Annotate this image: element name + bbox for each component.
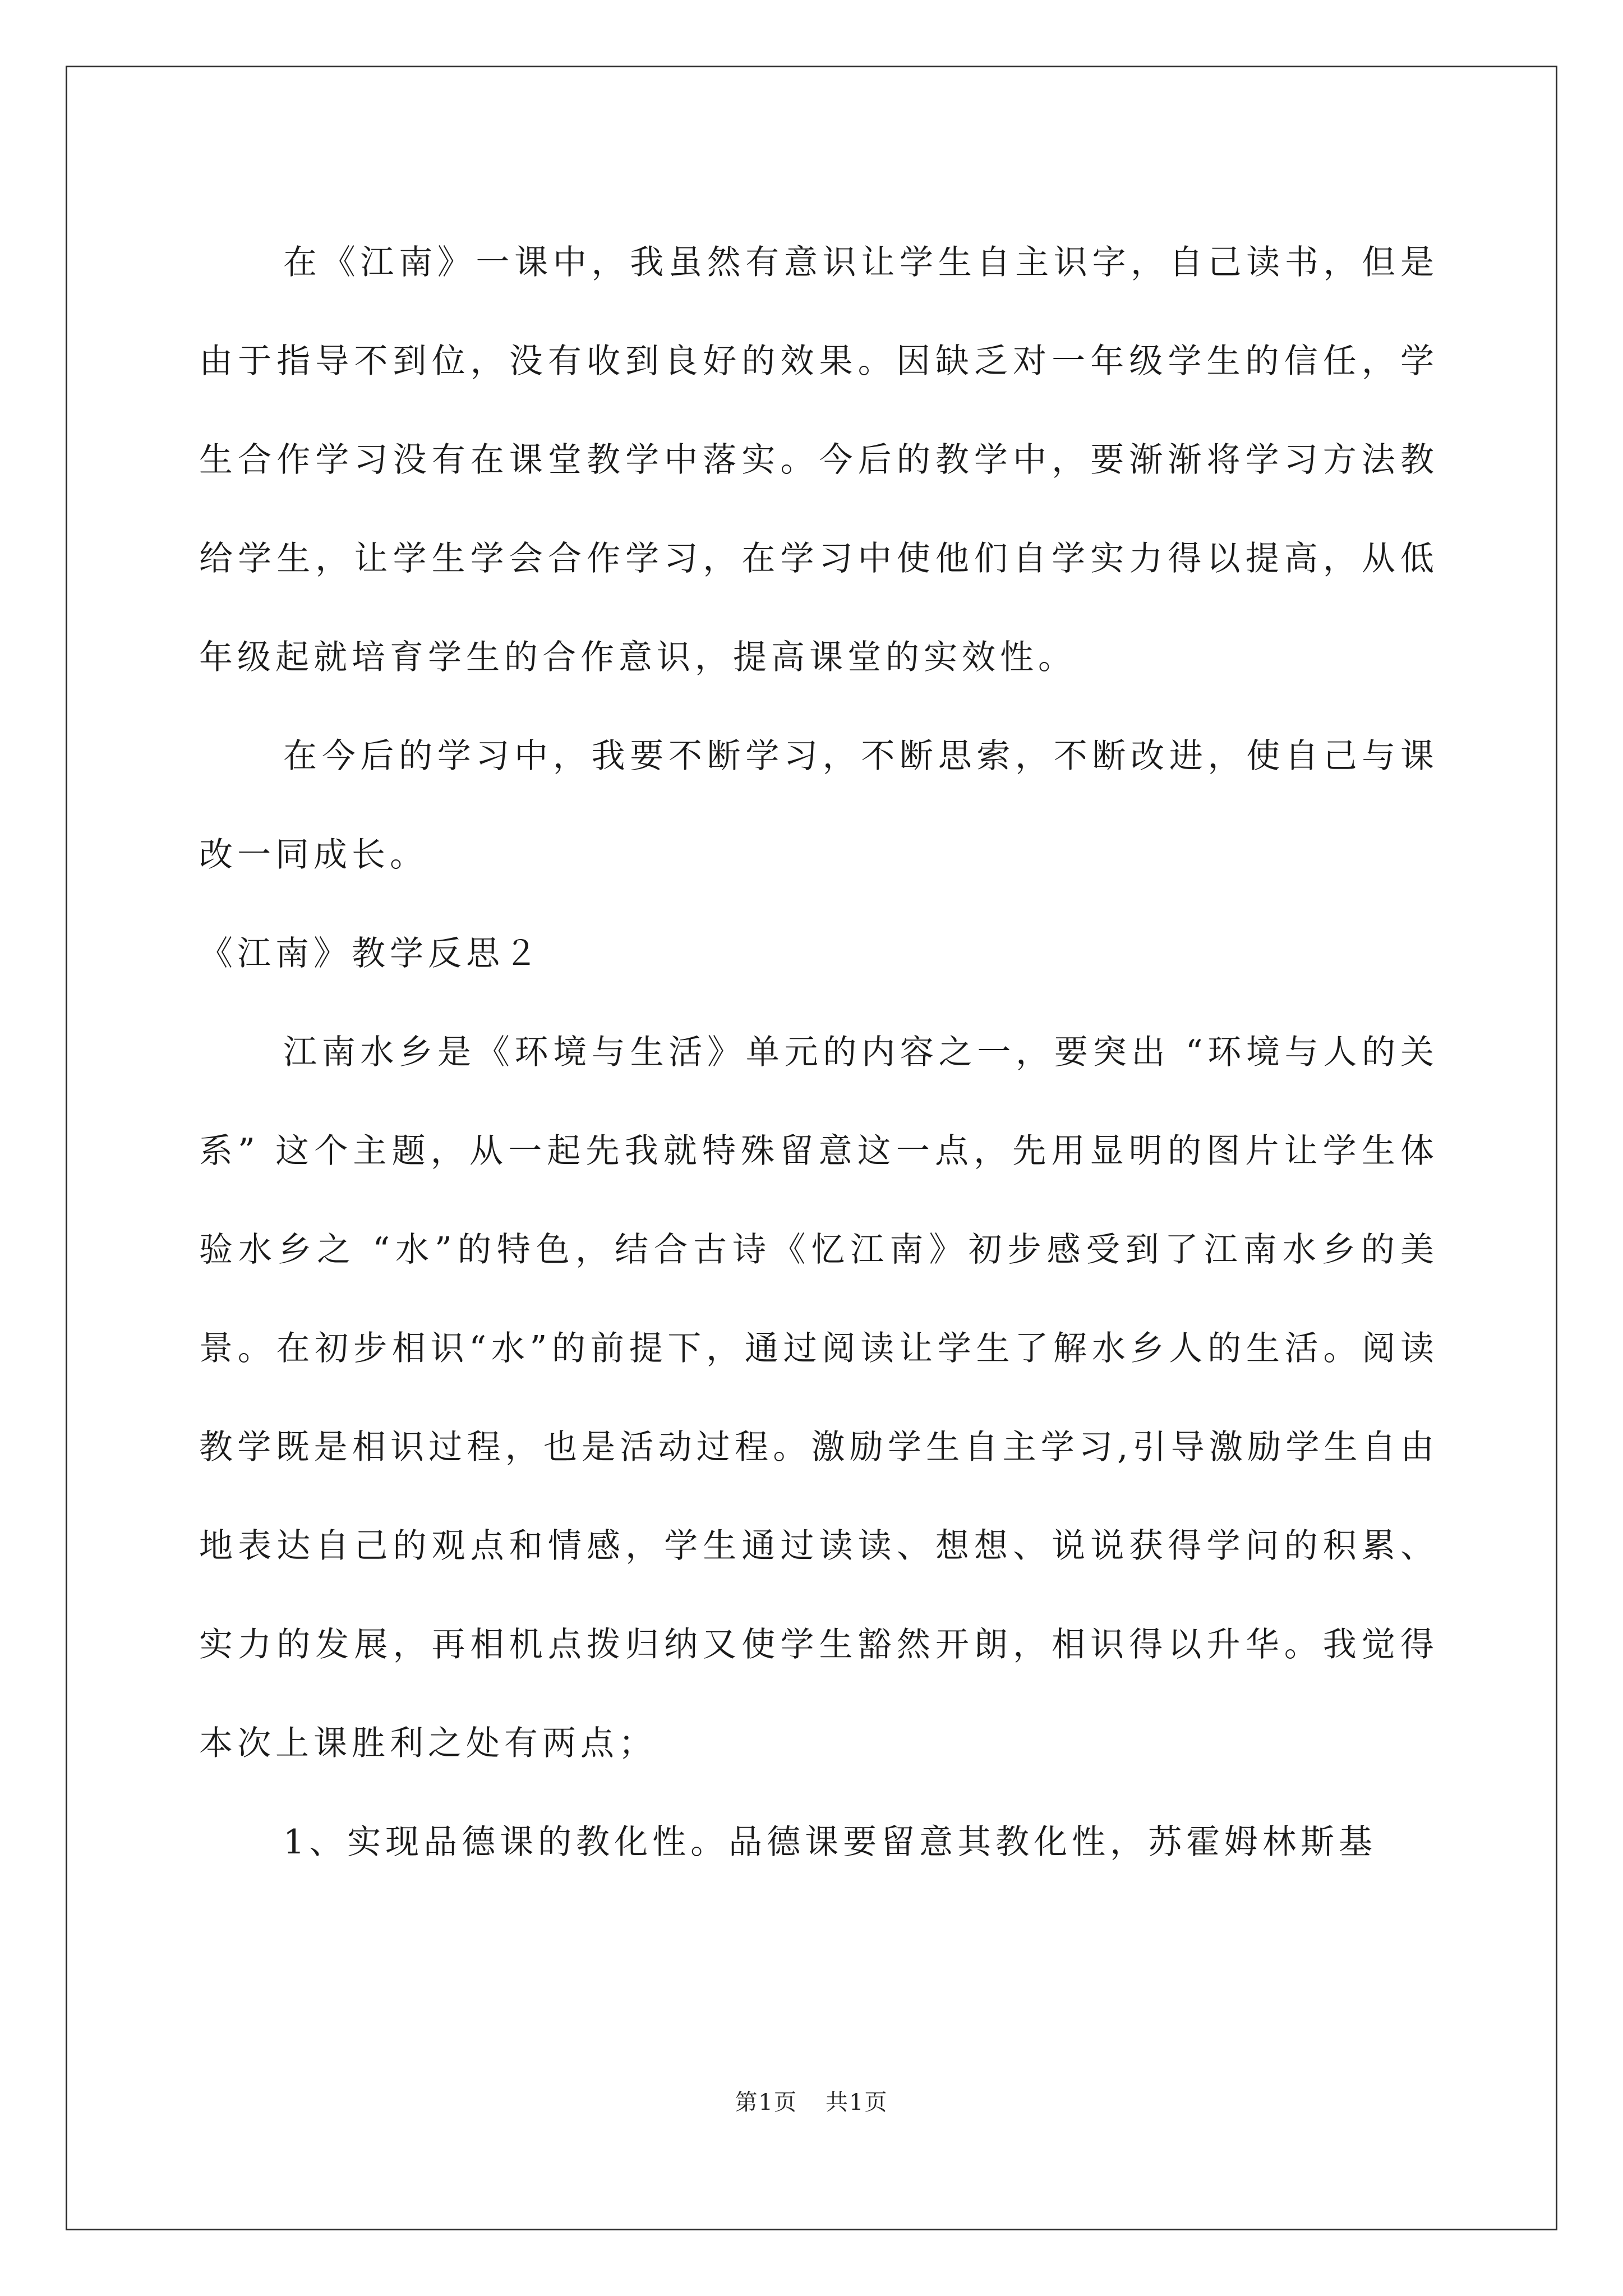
paragraph-2: 在今后的学习中，我要不断学习，不断思索，不断改进，使自己与课改一同成长。 (199, 737, 1438, 875)
paragraph-3: 江南水乡是《环境与生活》单元的内容之一，要突出 “环境与人的关系” 这个主题，从一起先我就特殊留意这一点，先用显明的图片让学生体验水乡之 “水”的特色，结合古诗《忆江南》初步感受到了江南水乡的美景。在初步相识“水”的前提下，通过阅读让学生了解水乡人的生活。阅读教学既是相识过程，也是活动过程。激励学生自主学习,引导激励学生自由地表达自己的观点和情感，学生通过读读、想想、说说获得学问的积累、实力的发展，再相机点拨归纳又使学生豁然开朗，相识得以升华。我觉得本次上课胜利之处有两点； (199, 1033, 1438, 1763)
page-number: 第1页 (735, 2090, 797, 2115)
paragraph-4: 1、实现品德课的教化性。品德课要留意其教化性，苏霍姆林斯基 (283, 1823, 1377, 1862)
document-body (199, 213, 1438, 1892)
paragraph-1: 在《江南》一课中，我虽然有意识让学生自主识字，自己读书，但是由于指导不到位，没有收到良好的效果。因缺乏对一年级学生的信任，学生合作学习没有在课堂教学中落实。今后的教学中，要渐渐将学习方法教给学生，让学生学会合作学习，在学习中使他们自学实力得以提高，从低年级起就培育学生的合作意识，提高课堂的实效性。 (199, 243, 1438, 677)
page-footer (0, 2085, 1623, 2116)
section-heading: 《江南》教学反思２ (199, 934, 542, 973)
page-total: 共1页 (826, 2090, 888, 2115)
